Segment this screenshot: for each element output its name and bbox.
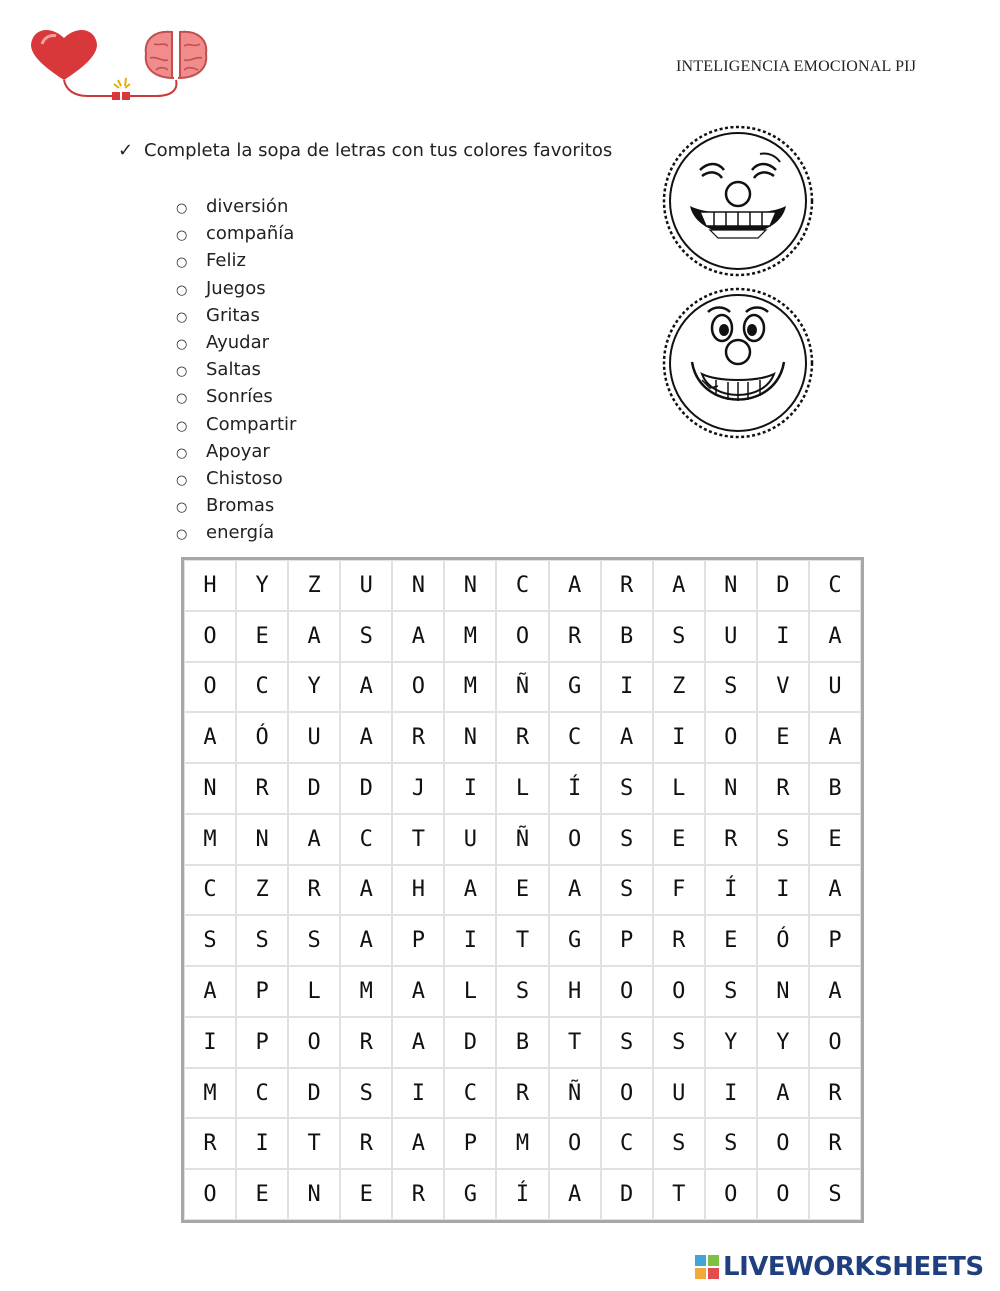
bullet-icon: ○	[176, 500, 188, 516]
grid-cell[interactable]: Ñ	[496, 814, 548, 865]
grid-cell[interactable]: O	[184, 662, 236, 713]
grid-cell[interactable]: N	[444, 712, 496, 763]
grid-cell[interactable]: S	[653, 1017, 705, 1068]
grid-cell[interactable]: R	[340, 1118, 392, 1169]
grid-cell[interactable]: G	[444, 1169, 496, 1220]
grid-cell[interactable]: G	[549, 915, 601, 966]
grid-cell[interactable]: D	[288, 1068, 340, 1119]
grid-cell[interactable]: Ó	[236, 712, 288, 763]
grid-cell[interactable]: E	[705, 915, 757, 966]
grid-cell[interactable]: U	[653, 1068, 705, 1119]
bullet-icon: ○	[176, 445, 188, 461]
grinning-face-icon	[658, 284, 818, 442]
grid-cell[interactable]: D	[288, 763, 340, 814]
grid-cell[interactable]: T	[392, 814, 444, 865]
laughing-face-icon	[658, 124, 818, 278]
instruction-text: Completa la sopa de letras con tus colores favoritos	[144, 140, 613, 161]
list-item: ○ Compartir	[176, 411, 296, 438]
grid-cell[interactable]: A	[809, 865, 861, 916]
grid-cell[interactable]: H	[549, 966, 601, 1017]
grid-cell[interactable]: A	[653, 560, 705, 611]
grid-cell[interactable]: R	[601, 560, 653, 611]
grid-cell[interactable]: S	[809, 1169, 861, 1220]
grid-cell[interactable]: P	[444, 1118, 496, 1169]
grid-cell[interactable]: Í	[549, 763, 601, 814]
grid-cell[interactable]: I	[184, 1017, 236, 1068]
grid-cell[interactable]: A	[392, 1118, 444, 1169]
grid-cell[interactable]: M	[444, 662, 496, 713]
grid-cell[interactable]: O	[757, 1169, 809, 1220]
grid-cell[interactable]: Ó	[757, 915, 809, 966]
grid-cell[interactable]: S	[705, 966, 757, 1017]
grid-cell[interactable]: L	[288, 966, 340, 1017]
list-item: ○ Apoyar	[176, 438, 296, 465]
grid-cell[interactable]: H	[184, 560, 236, 611]
grid-cell[interactable]: G	[549, 662, 601, 713]
list-item: ○ Sonríes	[176, 383, 296, 410]
checkmark-icon: ✓	[118, 140, 134, 161]
grid-cell[interactable]: C	[809, 560, 861, 611]
list-item: ○ compañía	[176, 220, 296, 247]
grid-cell[interactable]: O	[757, 1118, 809, 1169]
grid-cell[interactable]: B	[601, 611, 653, 662]
grid-cell[interactable]: S	[601, 1017, 653, 1068]
grid-cell[interactable]: M	[340, 966, 392, 1017]
list-item: ○ energía	[176, 519, 296, 546]
list-item: ○ Gritas	[176, 302, 296, 329]
grid-cell[interactable]: I	[653, 712, 705, 763]
grid-cell[interactable]: S	[653, 1118, 705, 1169]
grid-cell[interactable]: R	[653, 915, 705, 966]
grid-cell[interactable]: D	[757, 560, 809, 611]
grid-cell[interactable]: A	[549, 1169, 601, 1220]
bullet-icon: ○	[176, 418, 188, 434]
grid-cell[interactable]: T	[496, 915, 548, 966]
grid-cell[interactable]: I	[236, 1118, 288, 1169]
grid-cell[interactable]: A	[288, 611, 340, 662]
grid-cell[interactable]: C	[340, 814, 392, 865]
grid-cell[interactable]: P	[392, 915, 444, 966]
grid-cell[interactable]: T	[653, 1169, 705, 1220]
bullet-icon: ○	[176, 472, 188, 488]
grid-cell[interactable]: R	[705, 814, 757, 865]
grid-cell[interactable]: A	[601, 712, 653, 763]
grid-cell[interactable]: A	[549, 560, 601, 611]
grid-cell[interactable]: U	[444, 814, 496, 865]
heart-brain-logo	[26, 22, 216, 112]
grid-cell[interactable]: N	[392, 560, 444, 611]
brand-name: LIVEWORKSHEETS	[723, 1252, 984, 1282]
grid-cell[interactable]: O	[184, 611, 236, 662]
grid-cell[interactable]: R	[757, 763, 809, 814]
grid-cell[interactable]: O	[601, 1068, 653, 1119]
list-item: ○ Bromas	[176, 492, 296, 519]
grid-cell[interactable]: C	[601, 1118, 653, 1169]
grid-cell[interactable]: A	[340, 662, 392, 713]
grid-cell[interactable]: O	[392, 662, 444, 713]
grid-cell[interactable]: C	[444, 1068, 496, 1119]
list-item: ○ Saltas	[176, 356, 296, 383]
grid-cell[interactable]: Y	[705, 1017, 757, 1068]
grid-cell[interactable]: L	[496, 763, 548, 814]
grid-cell[interactable]: A	[340, 865, 392, 916]
bullet-icon: ○	[176, 391, 188, 407]
grid-cell[interactable]: R	[809, 1118, 861, 1169]
grid-cell[interactable]: O	[549, 814, 601, 865]
grid-cell[interactable]: B	[809, 763, 861, 814]
grid-cell[interactable]: Y	[757, 1017, 809, 1068]
grid-cell[interactable]: S	[757, 814, 809, 865]
grid-cell[interactable]: A	[184, 712, 236, 763]
grid-cell[interactable]: D	[340, 763, 392, 814]
grid-cell[interactable]: I	[444, 915, 496, 966]
grid-cell[interactable]: N	[705, 763, 757, 814]
grid-cell[interactable]: P	[601, 915, 653, 966]
grid-cell[interactable]: O	[653, 966, 705, 1017]
grid-cell[interactable]: S	[601, 763, 653, 814]
grid-cell[interactable]: A	[392, 1017, 444, 1068]
grid-cell[interactable]: E	[236, 611, 288, 662]
grid-cell[interactable]: Y	[288, 662, 340, 713]
grid-cell[interactable]: Ñ	[549, 1068, 601, 1119]
grid-cell[interactable]: M	[184, 1068, 236, 1119]
grid-cell[interactable]: R	[340, 1017, 392, 1068]
grid-cell[interactable]: S	[184, 915, 236, 966]
grid-cell[interactable]: C	[184, 865, 236, 916]
grid-cell[interactable]: T	[288, 1118, 340, 1169]
grid-cell[interactable]: E	[496, 865, 548, 916]
bullet-icon: ○	[176, 309, 188, 325]
grid-cell[interactable]: C	[236, 662, 288, 713]
list-item: ○ diversión	[176, 193, 296, 220]
list-item: ○ Ayudar	[176, 329, 296, 356]
grid-cell[interactable]: O	[496, 611, 548, 662]
grid-cell[interactable]: R	[184, 1118, 236, 1169]
grid-cell[interactable]: N	[236, 814, 288, 865]
grid-cell[interactable]: Í	[705, 865, 757, 916]
grid-cell[interactable]: O	[705, 712, 757, 763]
grid-cell[interactable]: V	[757, 662, 809, 713]
grid-cell[interactable]: S	[601, 865, 653, 916]
grid-cell[interactable]: A	[757, 1068, 809, 1119]
grid-cell[interactable]: A	[184, 966, 236, 1017]
grid-cell[interactable]: I	[757, 611, 809, 662]
grid-cell[interactable]: A	[444, 865, 496, 916]
grid-cell[interactable]: L	[444, 966, 496, 1017]
heart-icon	[31, 30, 97, 80]
liveworksheets-icon	[695, 1255, 719, 1279]
grid-cell[interactable]: Z	[653, 662, 705, 713]
bullet-icon: ○	[176, 228, 188, 244]
list-item: ○ Feliz	[176, 247, 296, 274]
grid-cell[interactable]: O	[549, 1118, 601, 1169]
grid-cell[interactable]: Y	[236, 560, 288, 611]
grid-cell[interactable]: M	[496, 1118, 548, 1169]
grid-cell[interactable]: S	[496, 966, 548, 1017]
word-list	[176, 193, 296, 546]
grid-cell[interactable]: I	[392, 1068, 444, 1119]
grid-cell[interactable]: R	[392, 1169, 444, 1220]
grid-cell[interactable]: T	[549, 1017, 601, 1068]
grid-cell[interactable]: R	[288, 865, 340, 916]
instruction-line	[118, 140, 612, 161]
grid-cell[interactable]: M	[184, 814, 236, 865]
grid-cell[interactable]: O	[184, 1169, 236, 1220]
bullet-icon: ○	[176, 201, 188, 216]
grid-cell[interactable]: N	[184, 763, 236, 814]
bullet-icon: ○	[176, 336, 188, 352]
list-item: ○ Juegos	[176, 275, 296, 302]
grid-cell[interactable]: D	[444, 1017, 496, 1068]
grid-cell[interactable]: U	[288, 712, 340, 763]
brain-icon	[146, 32, 207, 78]
grid-cell[interactable]: H	[392, 865, 444, 916]
grid-cell[interactable]: Z	[236, 865, 288, 916]
grid-cell[interactable]: A	[549, 865, 601, 916]
grid-cell[interactable]: P	[236, 1017, 288, 1068]
grid-cell[interactable]: A	[288, 814, 340, 865]
grid-cell[interactable]: J	[392, 763, 444, 814]
grid-cell[interactable]: N	[444, 560, 496, 611]
grid-cell[interactable]: U	[340, 560, 392, 611]
grid-cell[interactable]: I	[601, 662, 653, 713]
grid-cell[interactable]: M	[444, 611, 496, 662]
bullet-icon: ○	[176, 364, 188, 380]
grid-cell[interactable]: A	[809, 712, 861, 763]
grid-cell[interactable]: D	[601, 1169, 653, 1220]
grid-cell[interactable]: A	[392, 611, 444, 662]
grid-cell[interactable]: F	[653, 865, 705, 916]
grid-cell[interactable]: I	[444, 763, 496, 814]
grid-cell[interactable]: I	[705, 1068, 757, 1119]
grid-cell[interactable]: I	[757, 865, 809, 916]
grid-cell[interactable]: O	[809, 1017, 861, 1068]
grid-cell[interactable]: S	[340, 611, 392, 662]
grid-cell[interactable]: R	[236, 763, 288, 814]
grid-cell[interactable]: E	[236, 1169, 288, 1220]
grid-cell[interactable]: P	[809, 915, 861, 966]
grid-cell[interactable]: S	[653, 611, 705, 662]
grid-cell[interactable]: Ñ	[496, 662, 548, 713]
grid-cell[interactable]: B	[496, 1017, 548, 1068]
grid-cell[interactable]: S	[601, 814, 653, 865]
grid-cell[interactable]: S	[705, 1118, 757, 1169]
grid-cell[interactable]: Z	[288, 560, 340, 611]
grid-cell[interactable]: U	[705, 611, 757, 662]
grid-cell[interactable]: A	[392, 966, 444, 1017]
grid-cell[interactable]: N	[705, 560, 757, 611]
grid-cell[interactable]: E	[653, 814, 705, 865]
bullet-icon: ○	[176, 527, 188, 543]
grid-cell[interactable]: A	[809, 966, 861, 1017]
grid-cell[interactable]: O	[705, 1169, 757, 1220]
grid-cell[interactable]: S	[340, 1068, 392, 1119]
grid-cell[interactable]: P	[236, 966, 288, 1017]
bullet-icon: ○	[176, 255, 188, 271]
grid-cell[interactable]: A	[340, 712, 392, 763]
grid-cell[interactable]: A	[340, 915, 392, 966]
grid-cell[interactable]: E	[757, 712, 809, 763]
bullet-icon: ○	[176, 282, 188, 298]
list-item: ○ Chistoso	[176, 465, 296, 492]
grid-cell[interactable]: N	[288, 1169, 340, 1220]
grid-cell[interactable]: A	[809, 611, 861, 662]
grid-cell[interactable]: S	[288, 915, 340, 966]
word-search-grid	[181, 557, 864, 1223]
grid-cell[interactable]: R	[496, 712, 548, 763]
grid-cell[interactable]: U	[809, 662, 861, 713]
grid-cell[interactable]: C	[496, 560, 548, 611]
grid-cell[interactable]: R	[809, 1068, 861, 1119]
grid-cell[interactable]: R	[549, 611, 601, 662]
grid-cell[interactable]: L	[653, 763, 705, 814]
grid-cell[interactable]: E	[809, 814, 861, 865]
liveworksheets-logo	[695, 1252, 984, 1282]
grid-cell[interactable]: E	[340, 1169, 392, 1220]
grid-cell[interactable]: R	[392, 712, 444, 763]
grid-cell[interactable]: O	[601, 966, 653, 1017]
grid-cell[interactable]: S	[705, 662, 757, 713]
grid-cell[interactable]: O	[288, 1017, 340, 1068]
grid-cell[interactable]: Í	[496, 1169, 548, 1220]
grid-cell[interactable]: S	[236, 915, 288, 966]
grid-cell[interactable]: C	[236, 1068, 288, 1119]
grid-cell[interactable]: C	[549, 712, 601, 763]
grid-cell[interactable]: N	[757, 966, 809, 1017]
grid-cell[interactable]: R	[496, 1068, 548, 1119]
document-title: INTELIGENCIA EMOCIONAL PIJ	[676, 58, 917, 75]
